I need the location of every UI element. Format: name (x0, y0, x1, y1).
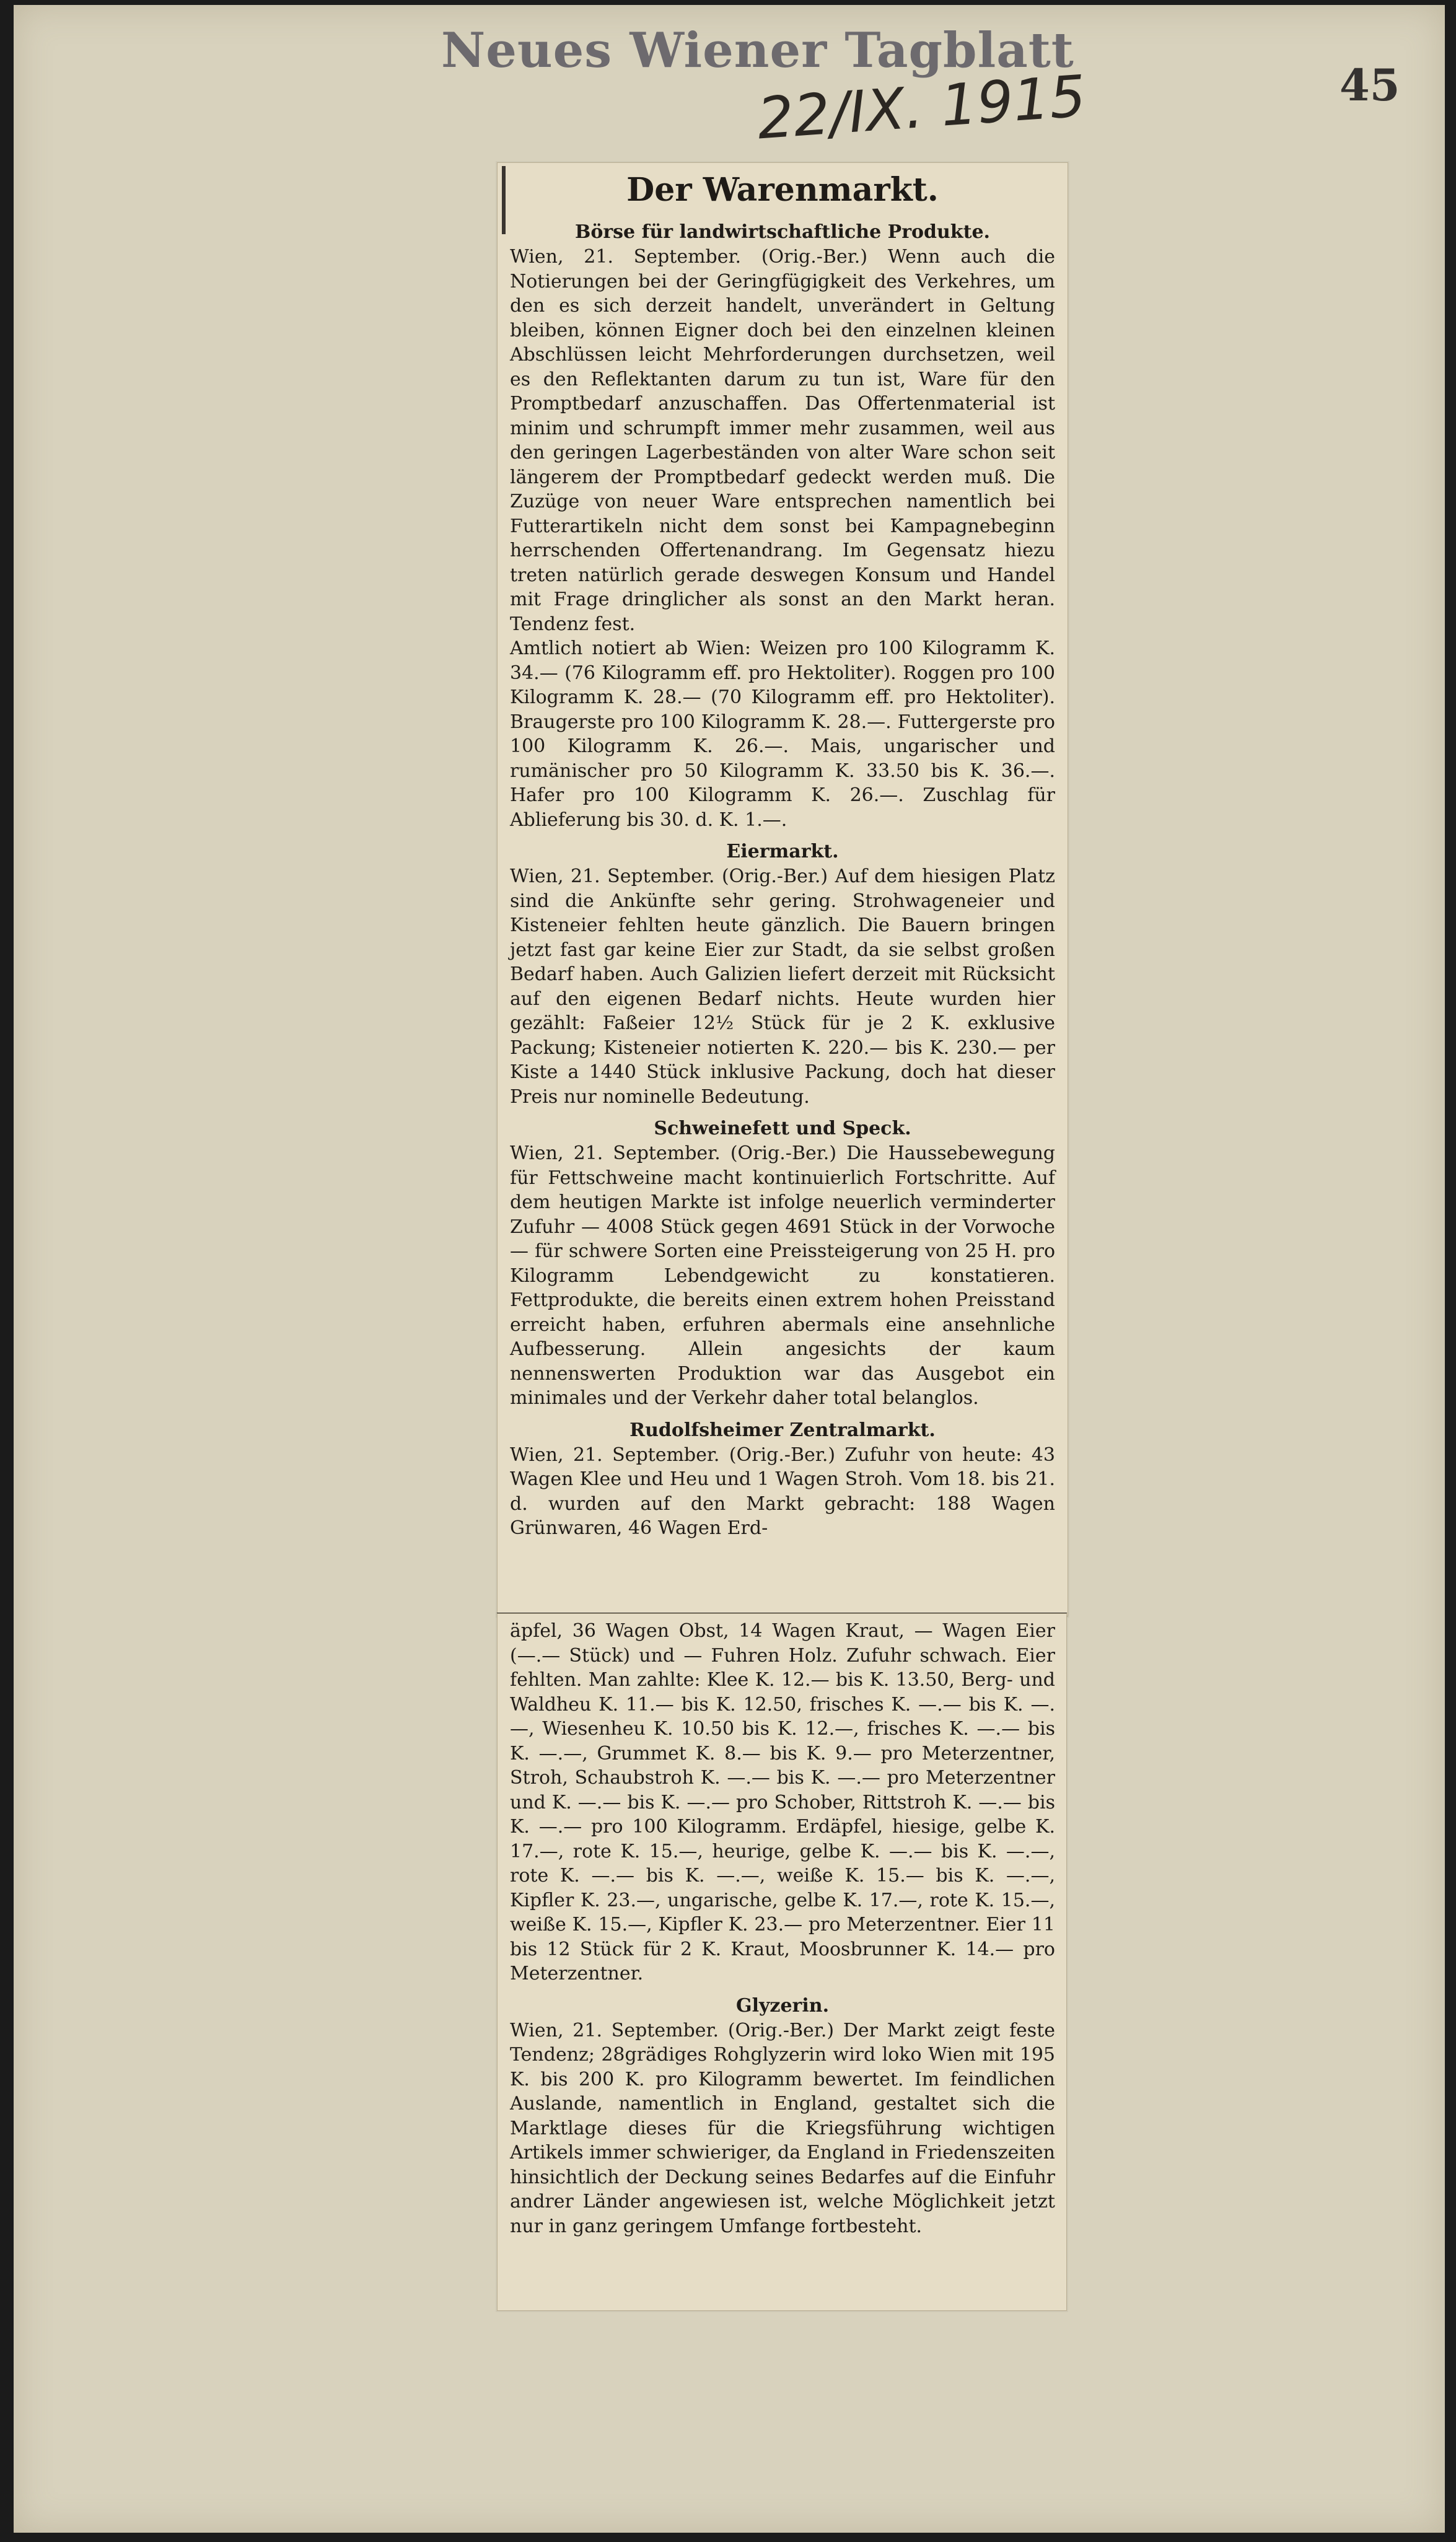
paragraph-glyzerin: Wien, 21. September. (Orig.-Ber.) Der Markt zeigt feste Tendenz; 28grädiges Rohglyzerin wird loko Wien mit 195 K. bis 200 K. pro Kilogramm bewertet. Im feindlichen Auslande, namentlich in England, gestaltet sich die Marktlage dieses für die Kriegsführung wichtigen Artikels immer schwieriger, da England in Friedenszeiten hinsichtlich der Deckung seines Bedarfes auf die Einfuhr andrer Länder angewiesen ist, welche Möglichkeit jetzt nur in ganz geringem Umfange fortbesteht. (510, 2019, 1055, 2237)
page-number: 45 (1340, 59, 1400, 111)
clipping-column-continued (510, 1614, 1055, 2238)
clipping-upper (497, 162, 1068, 1616)
section-heading-schweinefett: Schweinefett und Speck. (654, 1118, 911, 1139)
newspaper-stamp: Neues Wiener Tagblatt (441, 22, 1074, 79)
paragraph-boerse-1: Wien, 21. September. (Orig.-Ber.) Wenn auch die Notierungen bei der Geringfügigkeit des Verkehres, um den es sich derzeit handelt, unverändert in Geltung bleiben, können Eigner doch bei den einzelnen kleinen Abschlüssen leicht Mehrforderungen durchsetzen, weil es den Reflektanten darum zu tun ist, Ware für den Promptbedarf anzuschaffen. Das Offertenmaterial ist minim und schrumpft immer mehr zusammen, weil aus den geringen Lagerbeständen von alter Ware schon seit längerem der Promptbedarf gedeckt werden muß. Die Zuzüge von neuer Ware entsprechen namentlich bei Futterartikeln nicht dem sonst bei Kampagnebeginn herrschenden Offertenandrang. Im Gegensatz hiezu treten natürlich gerade deswegen Konsum und Handel mit Frage dringlicher als sonst an den Markt heran. Tendenz fest. (510, 246, 1055, 635)
paragraph-zentralmarkt-continued: äpfel, 36 Wagen Obst, 14 Wagen Kraut, — Wagen Eier (—.— Stück) und — Fuhren Holz. Zufuhr schwach. Eier fehlten. Man zahlte: Klee K. 12.— bis K. 13.50, Berg- und Waldheu K. 11.— bis K. 12.50, frisches K. —.— bis K. —.—, Wiesenheu K. 10.50 bis K. 12.—, frisches K. —.— bis K. —.—, Grummet K. 8.— bis K. 9.— pro Meterzentner, Stroh, Schaubstroh K. —.— bis K. —.— pro Meterzentner und K. —.— bis K. —.— pro Schober, Rittstroh K. —.— bis K. —.— pro 100 Kilogramm. Erdäpfel, hiesige, gelbe K. 17.—, rote K. 15.—, heurige, gelbe K. —.— bis K. —.—, rote K. —.— bis K. —.—, weiße K. 15.— bis K. —.—, Kipfler K. 23.—, ungarische, gelbe K. 17.—, rote K. 15.—, weiße K. 15.—, Kipfler K. 23.— pro Meterzentner. Eier 11 bis 12 Stück für 2 K. Kraut, Moosbrunner K. 14.— pro Meterzentner. (510, 1620, 1055, 1984)
article-title: Der Warenmarkt. (626, 171, 939, 209)
spacer (510, 1614, 1055, 1619)
paragraph-schweinefett: Wien, 21. September. (Orig.-Ber.) Die Haussebewegung für Fettschweine macht kontinuierlich Fortschritte. Auf dem heutigen Markte ist infolge neuerlich verminderter Zufuhr — 4008 Stück gegen 4691 Stück in der Vorwoche — für schwere Sorten eine Preissteigerung von 25 H. pro Kilogramm Lebendgewicht zu konstatieren. Fettprodukte, die bereits einen extrem hohen Preisstand erreicht haben, erfuhren abermals eine ansehnliche Aufbesserung. Allein angesichts der kaum nennenswerten Produktion war das Ausgebot ein minimales und der Verkehr daher total belanglos. (510, 1142, 1055, 1409)
section-heading-glyzerin: Glyzerin. (735, 1994, 830, 2017)
paragraph-boerse-2: Amtlich notiert ab Wien: Weizen pro 100 Kilogramm K. 34.— (76 Kilogramm eff. pro Hektoliter). Roggen pro 100 Kilogramm K. 28.— (70 Kilogramm eff. pro Hektoliter). Braugerste pro 100 Kilogramm K. 28.—. Futtergerste pro 100 Kilogramm K. 26.—. Mais, ungarischer und rumänischer pro 50 Kilogramm K. 33.50 bis K. 36.—. Hafer pro 100 Kilogramm K. 26.—. Zuschlag für Ablieferung bis 30. d. K. 1.—. (510, 638, 1055, 831)
paragraph-eiermarkt: Wien, 21. September. (Orig.-Ber.) Auf dem hiesigen Platz sind die Ankünfte sehr gering. Strohwageneier und Kisteneier fehlten heute gänzlich. Die Bauern bringen jetzt fast gar keine Eier zur Stadt, da sie selbst großen Bedarf haben. Auch Galizien liefert derzeit mit Rücksicht auf den eigenen Bedarf nichts. Heute wurden hier gezählt: Faßeier 12½ Stück für je 2 K. exklusive Packung; Kisteneier notierten K. 220.— bis K. 230.— per Kiste a 1440 Stück inklusive Packung, doch hat dieser Preis nur nominelle Bedeutung. (510, 866, 1055, 1108)
section-heading-eiermarkt: Eiermarkt. (726, 841, 839, 862)
handwritten-date: 22/IX. 1915 (755, 63, 1088, 152)
margin-mark (502, 166, 506, 234)
section-heading-boerse: Börse für landwirtschaftliche Produkte. (575, 221, 990, 243)
paragraph-zentralmarkt: Wien, 21. September. (Orig.-Ber.) Zufuhr von heute: 43 Wagen Klee und Heu und 1 Wagen Stroh. Vom 18. bis 21. d. wurden auf den Markt gebracht: 188 Wagen Grünwaren, 46 Wagen Erd- (510, 1444, 1055, 1539)
clipping-column (510, 163, 1055, 1541)
section-heading-zentralmarkt: Rudolfsheimer Zentralmarkt. (629, 1419, 936, 1441)
clipping-lower (497, 1613, 1067, 2311)
